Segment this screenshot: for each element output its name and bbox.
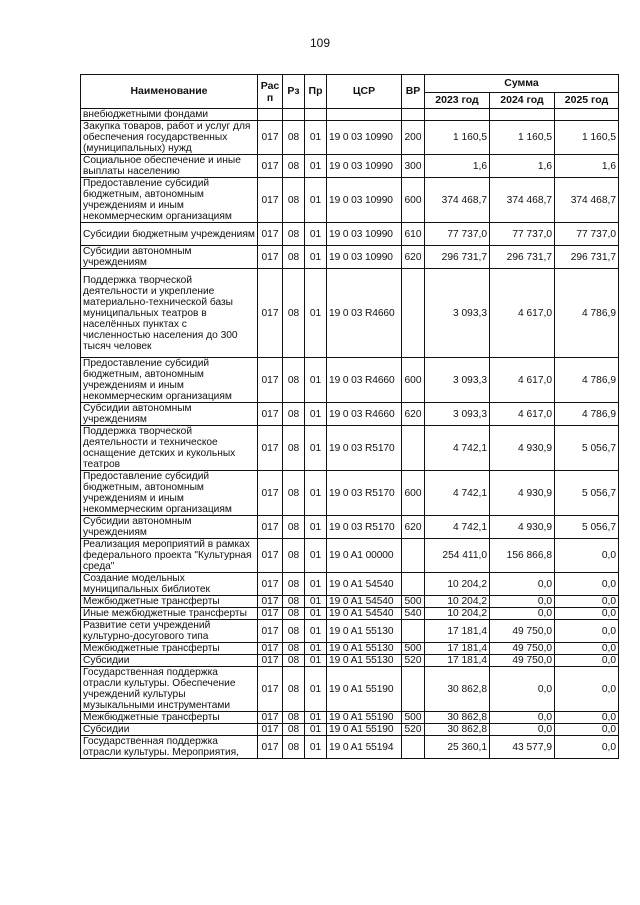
cell-y2025: 77 737,0 [555, 223, 619, 246]
cell-y2024: 49 750,0 [490, 643, 555, 655]
cell-vr [402, 539, 425, 573]
cell-name: Предоставление субсидий бюджетным, автономным учреждениям и иным некоммерческим организациям [81, 178, 258, 223]
cell-y2023: 4 742,1 [425, 471, 490, 516]
table-row [81, 223, 619, 246]
cell-y2024: 0,0 [490, 596, 555, 608]
cell-y2024: 4 930,9 [490, 516, 555, 539]
cell-vr: 610 [402, 223, 425, 246]
cell-y2024: 77 737,0 [490, 223, 555, 246]
cell-name: Поддержка творческой деятельности и укрепление материально-технической базы муниципальных театров в населённых пунктах с численностью населения до 300 тысяч человек [81, 269, 258, 358]
cell-rasp: 017 [258, 269, 283, 358]
cell-rasp: 017 [258, 539, 283, 573]
cell-vr: 620 [402, 403, 425, 426]
cell-rz: 08 [283, 223, 305, 246]
cell-vr: 520 [402, 724, 425, 736]
table-row [81, 269, 619, 358]
cell-csr: 19 0 03 10990 [327, 121, 402, 155]
cell-name: Государственная поддержка отрасли культуры. Обеспечение учреждений культуры музыкальными инструментами [81, 667, 258, 712]
cell-csr: 19 0 A1 00000 [327, 539, 402, 573]
cell-rasp: 017 [258, 620, 283, 643]
cell-y2025: 1,6 [555, 155, 619, 178]
table-row [81, 655, 619, 667]
cell-csr: 19 0 03 R5170 [327, 471, 402, 516]
cell-rz: 08 [283, 516, 305, 539]
cell-rasp: 017 [258, 471, 283, 516]
cell-y2024: 4 930,9 [490, 471, 555, 516]
cell-y2024: 43 577,9 [490, 736, 555, 759]
header-year-2025: 2025 год [555, 93, 619, 109]
cell-vr [402, 573, 425, 596]
cell-csr: 19 0 A1 55190 [327, 724, 402, 736]
cell-rasp: 017 [258, 596, 283, 608]
cell-rasp: 017 [258, 712, 283, 724]
cell-pr: 01 [305, 643, 327, 655]
cell-csr: 19 0 A1 54540 [327, 573, 402, 596]
cell-y2025: 0,0 [555, 643, 619, 655]
cell-rz: 08 [283, 178, 305, 223]
cell-name: Предоставление субсидий бюджетным, автономным учреждениям и иным некоммерческим организациям [81, 471, 258, 516]
cell-y2023: 3 093,3 [425, 403, 490, 426]
cell-rz: 08 [283, 712, 305, 724]
cell-csr: 19 0 A1 54540 [327, 608, 402, 620]
cell-y2024: 1,6 [490, 155, 555, 178]
cell-rasp: 017 [258, 608, 283, 620]
cell-rasp [258, 109, 283, 121]
cell-name: Субсидии бюджетным учреждениям [81, 223, 258, 246]
cell-pr: 01 [305, 403, 327, 426]
cell-vr: 600 [402, 358, 425, 403]
cell-name: Развитие сети учреждений культурно-досугового типа [81, 620, 258, 643]
table-row [81, 712, 619, 724]
cell-y2025: 4 786,9 [555, 358, 619, 403]
cell-name: Субсидии автономным учреждениям [81, 403, 258, 426]
cell-pr: 01 [305, 516, 327, 539]
cell-vr: 520 [402, 655, 425, 667]
cell-y2023: 30 862,8 [425, 712, 490, 724]
cell-y2023: 10 204,2 [425, 608, 490, 620]
cell-name: Создание модельных муниципальных библиотек [81, 573, 258, 596]
header-pr: Пр [305, 75, 327, 109]
cell-rz: 08 [283, 403, 305, 426]
cell-y2023 [425, 109, 490, 121]
cell-y2025: 0,0 [555, 712, 619, 724]
table-row [81, 403, 619, 426]
cell-csr: 19 0 03 10990 [327, 246, 402, 269]
cell-csr: 19 0 A1 55194 [327, 736, 402, 759]
cell-vr [402, 620, 425, 643]
header-rz: Рз [283, 75, 305, 109]
cell-csr: 19 0 03 R4660 [327, 269, 402, 358]
cell-name: Закупка товаров, работ и услуг для обеспечения государственных (муниципальных) нужд [81, 121, 258, 155]
cell-rz: 08 [283, 539, 305, 573]
cell-y2025: 4 786,9 [555, 269, 619, 358]
cell-y2024 [490, 109, 555, 121]
cell-rz: 08 [283, 724, 305, 736]
cell-name: Межбюджетные трансферты [81, 643, 258, 655]
cell-y2025: 374 468,7 [555, 178, 619, 223]
cell-name: Реализация мероприятий в рамках федерального проекта "Культурная среда" [81, 539, 258, 573]
cell-y2024: 4 617,0 [490, 403, 555, 426]
cell-csr: 19 0 A1 55130 [327, 655, 402, 667]
cell-y2023: 3 093,3 [425, 358, 490, 403]
cell-rz: 08 [283, 121, 305, 155]
cell-csr: 19 0 A1 55130 [327, 643, 402, 655]
header-year-2024: 2024 год [490, 93, 555, 109]
cell-rasp: 017 [258, 155, 283, 178]
cell-pr: 01 [305, 736, 327, 759]
header-rasp: Рас п [258, 75, 283, 109]
cell-rasp: 017 [258, 573, 283, 596]
table-row [81, 724, 619, 736]
cell-pr: 01 [305, 712, 327, 724]
cell-y2023: 1 160,5 [425, 121, 490, 155]
cell-rasp: 017 [258, 667, 283, 712]
table-row [81, 573, 619, 596]
cell-rasp: 017 [258, 516, 283, 539]
cell-y2025: 5 056,7 [555, 471, 619, 516]
cell-csr: 19 0 03 10990 [327, 155, 402, 178]
table-row [81, 620, 619, 643]
cell-name: Субсидии [81, 724, 258, 736]
cell-pr: 01 [305, 573, 327, 596]
cell-y2023: 17 181,4 [425, 643, 490, 655]
cell-y2023: 30 862,8 [425, 667, 490, 712]
cell-rasp: 017 [258, 643, 283, 655]
table-row [81, 358, 619, 403]
cell-pr: 01 [305, 620, 327, 643]
table-row [81, 608, 619, 620]
cell-rasp: 017 [258, 223, 283, 246]
cell-rasp: 017 [258, 403, 283, 426]
cell-pr: 01 [305, 608, 327, 620]
cell-y2025: 5 056,7 [555, 516, 619, 539]
cell-name: Предоставление субсидий бюджетным, автономным учреждениям и иным некоммерческим организациям [81, 358, 258, 403]
cell-name: Иные межбюджетные трансферты [81, 608, 258, 620]
cell-csr: 19 0 A1 55190 [327, 667, 402, 712]
cell-pr: 01 [305, 178, 327, 223]
cell-pr: 01 [305, 724, 327, 736]
cell-rz: 08 [283, 246, 305, 269]
cell-y2023: 25 360,1 [425, 736, 490, 759]
cell-rz: 08 [283, 667, 305, 712]
cell-rz: 08 [283, 269, 305, 358]
cell-y2024: 0,0 [490, 608, 555, 620]
cell-vr: 300 [402, 155, 425, 178]
cell-name: Субсидии автономным учреждениям [81, 516, 258, 539]
cell-y2023: 17 181,4 [425, 655, 490, 667]
header-summa: Сумма [425, 75, 619, 93]
cell-vr [402, 269, 425, 358]
cell-csr: 19 0 03 R4660 [327, 358, 402, 403]
cell-vr [402, 426, 425, 471]
budget-table [80, 74, 619, 759]
cell-pr: 01 [305, 269, 327, 358]
cell-y2023: 10 204,2 [425, 596, 490, 608]
header-name: Наименование [81, 75, 258, 109]
cell-name: Субсидии [81, 655, 258, 667]
cell-rasp: 017 [258, 426, 283, 471]
cell-name: Субсидии автономным учреждениям [81, 246, 258, 269]
cell-pr: 01 [305, 223, 327, 246]
cell-y2024: 49 750,0 [490, 655, 555, 667]
cell-vr: 500 [402, 643, 425, 655]
cell-y2024: 0,0 [490, 667, 555, 712]
cell-rz: 08 [283, 736, 305, 759]
cell-y2023: 4 742,1 [425, 426, 490, 471]
table-row [81, 109, 619, 121]
cell-rz: 08 [283, 655, 305, 667]
cell-y2023: 4 742,1 [425, 516, 490, 539]
cell-csr: 19 0 03 10990 [327, 223, 402, 246]
page-number: 109 [309, 36, 331, 50]
cell-rz: 08 [283, 358, 305, 403]
cell-rasp: 017 [258, 121, 283, 155]
cell-vr [402, 667, 425, 712]
cell-pr [305, 109, 327, 121]
cell-y2024: 4 930,9 [490, 426, 555, 471]
cell-rz: 08 [283, 643, 305, 655]
cell-name: Межбюджетные трансферты [81, 712, 258, 724]
cell-pr: 01 [305, 539, 327, 573]
cell-rasp: 017 [258, 246, 283, 269]
cell-y2025: 296 731,7 [555, 246, 619, 269]
cell-y2023: 77 737,0 [425, 223, 490, 246]
cell-y2025: 0,0 [555, 539, 619, 573]
cell-name: Социальное обеспечение и иные выплаты населению [81, 155, 258, 178]
cell-vr: 600 [402, 471, 425, 516]
cell-rasp: 017 [258, 178, 283, 223]
cell-y2025: 0,0 [555, 573, 619, 596]
cell-pr: 01 [305, 155, 327, 178]
cell-rz: 08 [283, 426, 305, 471]
table-row [81, 155, 619, 178]
header-csr: ЦСР [327, 75, 402, 109]
cell-rz: 08 [283, 608, 305, 620]
cell-rasp: 017 [258, 358, 283, 403]
cell-y2025: 0,0 [555, 655, 619, 667]
cell-csr [327, 109, 402, 121]
cell-vr: 600 [402, 178, 425, 223]
cell-vr: 500 [402, 712, 425, 724]
cell-y2023: 3 093,3 [425, 269, 490, 358]
cell-y2025: 4 786,9 [555, 403, 619, 426]
cell-y2024: 0,0 [490, 712, 555, 724]
cell-rz: 08 [283, 620, 305, 643]
cell-y2025 [555, 109, 619, 121]
cell-y2023: 374 468,7 [425, 178, 490, 223]
cell-vr [402, 736, 425, 759]
cell-y2025: 0,0 [555, 596, 619, 608]
cell-pr: 01 [305, 246, 327, 269]
cell-y2025: 5 056,7 [555, 426, 619, 471]
cell-y2025: 1 160,5 [555, 121, 619, 155]
cell-y2024: 1 160,5 [490, 121, 555, 155]
cell-pr: 01 [305, 426, 327, 471]
table-row [81, 736, 619, 759]
header-year-2023: 2023 год [425, 93, 490, 109]
cell-name: Поддержка творческой деятельности и техническое оснащение детских и кукольных театров [81, 426, 258, 471]
cell-pr: 01 [305, 667, 327, 712]
cell-y2023: 30 862,8 [425, 724, 490, 736]
cell-rz: 08 [283, 471, 305, 516]
cell-y2024: 0,0 [490, 573, 555, 596]
cell-y2024: 296 731,7 [490, 246, 555, 269]
table-row [81, 596, 619, 608]
cell-vr: 200 [402, 121, 425, 155]
cell-y2024: 0,0 [490, 724, 555, 736]
cell-csr: 19 0 03 R5170 [327, 426, 402, 471]
cell-vr: 620 [402, 516, 425, 539]
cell-y2024: 4 617,0 [490, 358, 555, 403]
table-row [81, 121, 619, 155]
table-row [81, 178, 619, 223]
cell-csr: 19 0 A1 55130 [327, 620, 402, 643]
table-body [81, 109, 619, 759]
cell-vr: 540 [402, 608, 425, 620]
table-row [81, 667, 619, 712]
cell-y2023: 17 181,4 [425, 620, 490, 643]
cell-y2024: 374 468,7 [490, 178, 555, 223]
cell-y2023: 10 204,2 [425, 573, 490, 596]
cell-y2024: 4 617,0 [490, 269, 555, 358]
cell-pr: 01 [305, 596, 327, 608]
cell-y2023: 254 411,0 [425, 539, 490, 573]
cell-csr: 19 0 A1 55190 [327, 712, 402, 724]
cell-y2024: 49 750,0 [490, 620, 555, 643]
table-row [81, 516, 619, 539]
cell-y2023: 1,6 [425, 155, 490, 178]
cell-rz: 08 [283, 155, 305, 178]
cell-rz [283, 109, 305, 121]
cell-rasp: 017 [258, 736, 283, 759]
table-row [81, 539, 619, 573]
cell-name: Межбюджетные трансферты [81, 596, 258, 608]
cell-vr: 620 [402, 246, 425, 269]
header-vr: ВР [402, 75, 425, 109]
cell-name: внебюджетными фондами [81, 109, 258, 121]
cell-csr: 19 0 03 R5170 [327, 516, 402, 539]
cell-csr: 19 0 03 R4660 [327, 403, 402, 426]
cell-rasp: 017 [258, 724, 283, 736]
cell-vr [402, 109, 425, 121]
cell-y2025: 0,0 [555, 736, 619, 759]
table-row [81, 643, 619, 655]
cell-rz: 08 [283, 596, 305, 608]
cell-name: Государственная поддержка отрасли культуры. Мероприятия, [81, 736, 258, 759]
table-row [81, 426, 619, 471]
cell-y2025: 0,0 [555, 667, 619, 712]
cell-csr: 19 0 A1 54540 [327, 596, 402, 608]
cell-pr: 01 [305, 655, 327, 667]
table-row [81, 471, 619, 516]
cell-rz: 08 [283, 573, 305, 596]
cell-vr: 500 [402, 596, 425, 608]
cell-y2023: 296 731,7 [425, 246, 490, 269]
cell-y2025: 0,0 [555, 608, 619, 620]
cell-y2024: 156 866,8 [490, 539, 555, 573]
cell-pr: 01 [305, 471, 327, 516]
cell-csr: 19 0 03 10990 [327, 178, 402, 223]
cell-y2025: 0,0 [555, 724, 619, 736]
table-row [81, 246, 619, 269]
cell-pr: 01 [305, 358, 327, 403]
cell-y2025: 0,0 [555, 620, 619, 643]
cell-rasp: 017 [258, 655, 283, 667]
cell-pr: 01 [305, 121, 327, 155]
